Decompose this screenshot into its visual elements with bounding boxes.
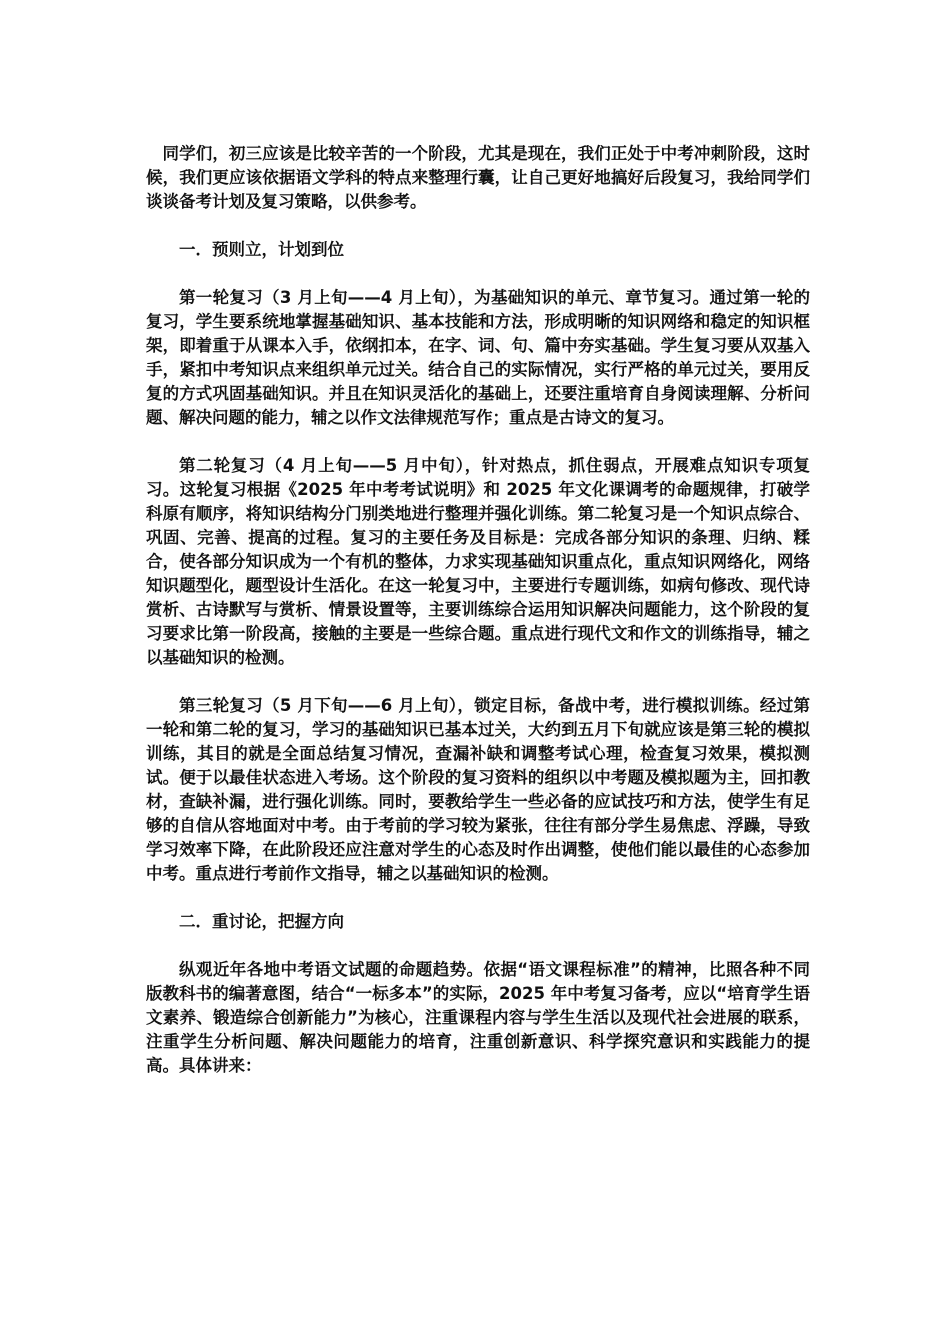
- section-2-paragraph: 纵观近年各地中考语文试题的命题趋势。依据“语文课程标准”的精神，比照各种不同版教科书的编著意图，结合“一标多本”的实际，2025 年中考复习备考，应以“培育学生语文素养、锻造综合创新能力”为核心，注重课程内容与学生生活以及现代社会进展的联系，注重学生分析问题、解决问题能力的培育，注重创新意识、科学探究意识和实践能力的提高。具体讲来：: [146, 960, 810, 1075]
- round-3-paragraph: 第三轮复习（5 月下旬——6 月上旬），锁定目标，备战中考，进行模拟训练。经过第一轮和第二轮的复习，学习的基础知识已基本过关，大约到五月下旬就应该是第三轮的模拟训练，其目的就是全面总结复习情况，查漏补缺和调整考试心理，检查复习效果，模拟测试。便于以最佳状态进入考场。这个阶段的复习资料的组织以中考题及模拟题为主，回扣教材，查缺补漏，进行强化训练。同时，要教给学生一些必备的应试技巧和方法，使学生有足够的自信从容地面对中考。由于考前的学习较为紧张，往往有部分学生易焦虑、浮躁，导致学习效率下降，在此阶段还应注意对学生的心态及时作出调整，使他们能以最佳的心态参加中考。重点进行考前作文指导，辅之以基础知识的检测。: [146, 696, 810, 883]
- section-2-heading: 二．重讨论，把握方向: [179, 912, 344, 931]
- document-page: [146, 142, 810, 1078]
- round-2-paragraph: 第二轮复习（4 月上旬——5 月中旬），针对热点，抓住弱点，开展难点知识专项复习。这轮复习根据《2025 年中考考试说明》和 2025 年文化课调考的命题规律，打破学科原有顺序，将知识结构分门别类地进行整理并强化训练。第二轮复习是一个知识点综合、巩固、完善、提高的过程。复习的主要任务及目标是：完成各部分知识的条理、归纳、糅合，使各部分知识成为一个有机的整体，力求实现基础知识重点化，重点知识网络化，网络知识题型化，题型设计生活化。在这一轮复习中，主要进行专题训练，如病句修改、现代诗赏析、古诗默写与赏析、情景设置等，主要训练综合运用知识解决问题能力，这个阶段的复习要求比第一阶段高，接触的主要是一些综合题。重点进行现代文和作文的训练指导，辅之以基础知识的检测。: [146, 456, 810, 667]
- round-1-paragraph: 第一轮复习（3 月上旬——4 月上旬），为基础知识的单元、章节复习。通过第一轮的复习，学生要系统地掌握基础知识、基本技能和方法，形成明晰的知识网络和稳定的知识框架，即着重于从课本入手，依纲扣本，在字、词、句、篇中夯实基础。学生复习要从双基入手，紧扣中考知识点来组织单元过关。结合自己的实际情况，实行严格的单元过关，要用反复的方式巩固基础知识。并且在知识灵活化的基础上，还要注重培育自身阅读理解、分析问题、解决问题的能力，辅之以作文法律规范写作；重点是古诗文的复习。: [146, 288, 810, 427]
- section-1-heading: 一．预则立，计划到位: [179, 240, 344, 259]
- intro-paragraph: 同学们，初三应该是比较辛苦的一个阶段，尤其是现在，我们正处于中考冲刺阶段，这时候，我们更应该依据语文学科的特点来整理行囊，让自己更好地搞好后段复习，我给同学们谈谈备考计划及复习策略，以供参考。: [146, 144, 810, 211]
